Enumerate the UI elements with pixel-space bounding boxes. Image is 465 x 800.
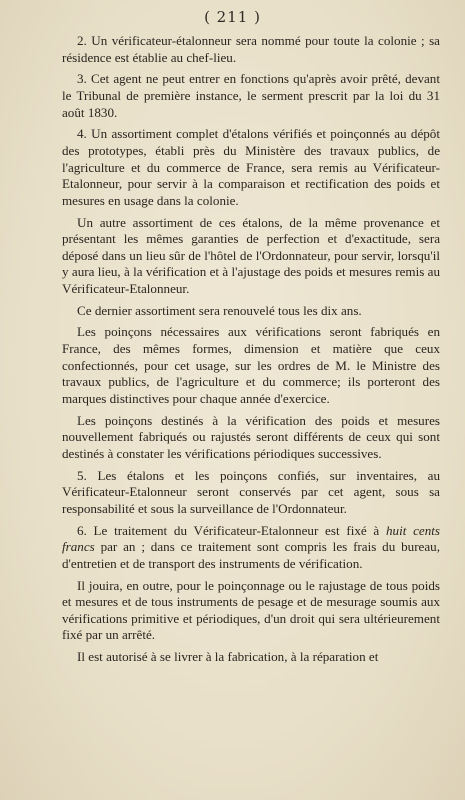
paragraph-fees: Il jouira, en outre, pour le poinçonnage ou le rajustage de tous poids et mesures et de tous instruments de pesage et de mesurage soumis aux vérifications primitive et périodiques, d'un droit qui sera ultérieurement fixé par un arrêté. <box>62 577 440 643</box>
article-6-text-before: 6. Le traitement du Vérificateur-Etalonneur est fixé à <box>77 522 386 538</box>
paragraph-second-assortment: Un autre assortiment de ces étalons, de la même provenance et présentant les mêmes garanties de perfection et d'exactitude, sera déposé dans un lieu sûr de l'hôtel de l'Ordonnateur, pour servir, lorsqu'il y aura lieu, à la vérification et à l'ajustage des poids et mesures remis au Vérificateur-Etalonneur. <box>62 214 440 296</box>
paragraph-punches-france: Les poinçons nécessaires aux vérifications seront fabriqués en France, des mêmes formes, dimension et matière que ceux confectionnés, pour cet usage, sur les ordres de M. le Ministre des travaux publics, de l'agriculture et du commerce; ils porteront des marques distinctives pour chaque année d'exercice. <box>62 324 440 406</box>
paragraph-fabrication: Il est autorisé à se livrer à la fabrication, à la réparation et <box>77 649 379 665</box>
body-text <box>62 33 440 671</box>
paragraph-article-4: 4. Un assortiment complet d'étalons vérifiés et poinçonnés au dépôt des prototypes, établi près du Ministère des travaux publics, de l'agriculture et du commerce de France, sera remis au Vérificateur-Etalonneur, pour servir à la comparaison et rectification des poids et mesures en usage dans la colonie. <box>62 126 440 208</box>
page-number: ( 211 ) <box>204 8 261 26</box>
paragraph-punches-distinct: Les poinçons destinés à la vérification des poids et mesures nouvellement fabriqués ou rajustés seront différents de ceux qui sont destinés à constater les vérifications périodiques successives. <box>62 412 440 461</box>
article-6-text-after: par an ; dans ce traitement sont compris les frais du bureau, d'entretien et de transport des instruments de vérification. <box>62 539 440 571</box>
paragraph-article-6 <box>62 523 440 573</box>
paragraph-article-5: 5. Les étalons et les poinçons confiés, sur inventaires, au Vérificateur-Etalonneur seront conservés par cet agent, sous sa responsabilité et sous la surveillance de l'Ordonnateur. <box>62 467 440 516</box>
paragraph-article-2: 2. Un vérificateur-étalonneur sera nommé pour toute la colonie ; sa résidence est établie au chef-lieu. <box>62 33 440 65</box>
paragraph-renewal: Ce dernier assortiment sera renouvelé tous les dix ans. <box>77 302 362 318</box>
paragraph-article-3: 3. Cet agent ne peut entrer en fonctions qu'après avoir prêté, devant le Tribunal de première instance, le serment prescrit par la loi du 31 août 1830. <box>62 71 440 120</box>
article-6-salary-amount: huit cents francs <box>62 522 440 555</box>
